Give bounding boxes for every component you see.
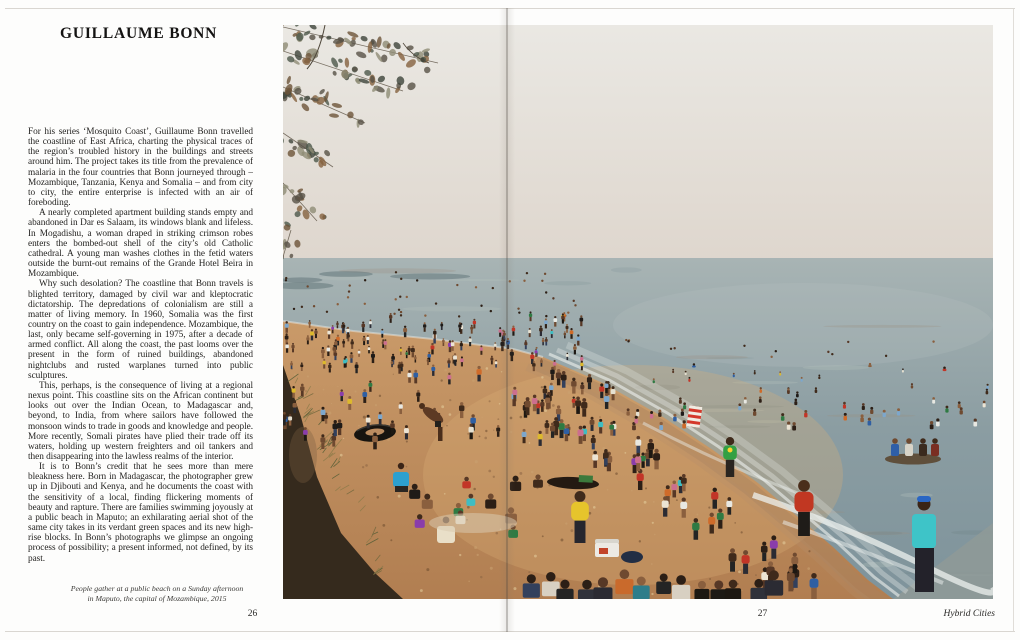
beach-photograph-art — [283, 25, 993, 599]
paragraph: Why such desolation? The coastline that Bonn travels is blighted territory, damaged by civil war and kleptocratic dictatorship. The depredations of colonialism are still a matter of living memory. In 1960, Somalia was the first country on the coast to gain independence. Mozambique, the last, only became self-governing in 1975, after a decade of armed conflict. All along the coast, the past looms over the present in the form of ruined buildings, abandoned nightclubs and rusted warplanes turned into public sculptures. — [28, 279, 253, 381]
page-number-left: 26 — [247, 609, 258, 619]
photo-caption — [45, 584, 269, 603]
paragraph: A nearly completed apartment building stands empty and abandoned in Dar es Salaam, its windows blank and lifeless. In Mogadishu, a woman draped in striking crimson robes enters the bombed-out shell of the city’s old Catholic cathedral. A young man washes clothes in the fetid waters outside the burnt-out remains of the Grande Hotel Beira in Mozambique. — [28, 208, 253, 280]
paragraph: It is to Bonn’s credit that he sees more than mere bleakness here. Born in Madagascar, the photographer grew up in Djibouti and Kenya, and he documents the coast with the sensitivity of a local, finding flickering moments of beauty and rapture. There are families swimming joyously at a public beach in Maputo; an exhilarating aerial shot of the same city takes in its verdant green spaces and its new high-rise blocks. In Bonn’s photographs we glimpse an ongoing process of possibility; a present informed, not defined, by its past. — [28, 462, 253, 564]
paragraph: For his series ‘Mosquito Coast’, Guillaume Bonn travelled the coastline of East Africa, charting the physical traces of the region’s troubled history in the buildings and streets around him. The project takes its title from the prevalence of malaria in the four countries that Bonn journeyed through – Mozambique, Tanzania, Kenya and Somalia – and from city to city, the entire enterprise is infected with an air of foreboding. — [28, 127, 253, 209]
spine-gutter — [506, 8, 508, 632]
beach-photograph — [283, 25, 993, 599]
paragraph: This, perhaps, is the consequence of living at a regional nexus point. This coastline sits on the African continent but looks out over the Indian Ocean, to Madagascar and, beyond, to India, from where sailors have followed the monsoon winds to trade in goods and knowledge and people. More recently, Somali pirates have plied their trade off its waters, holding up western freighters and oil tankers and then disappearing into the lawless realms of the interior. — [28, 380, 253, 462]
running-footer: Hybrid Cities — [943, 609, 995, 619]
right-page-edge — [1013, 9, 1014, 631]
essay-text — [28, 127, 253, 579]
page-number-right: 27 — [757, 609, 768, 619]
page-title: GUILLAUME BONN — [60, 25, 218, 42]
caption-line-2: in Maputo, the capital of Mozambique, 2015 — [87, 593, 227, 603]
caption-line-1: People gather at a public beach on a Sunday afternoon — [70, 584, 244, 593]
